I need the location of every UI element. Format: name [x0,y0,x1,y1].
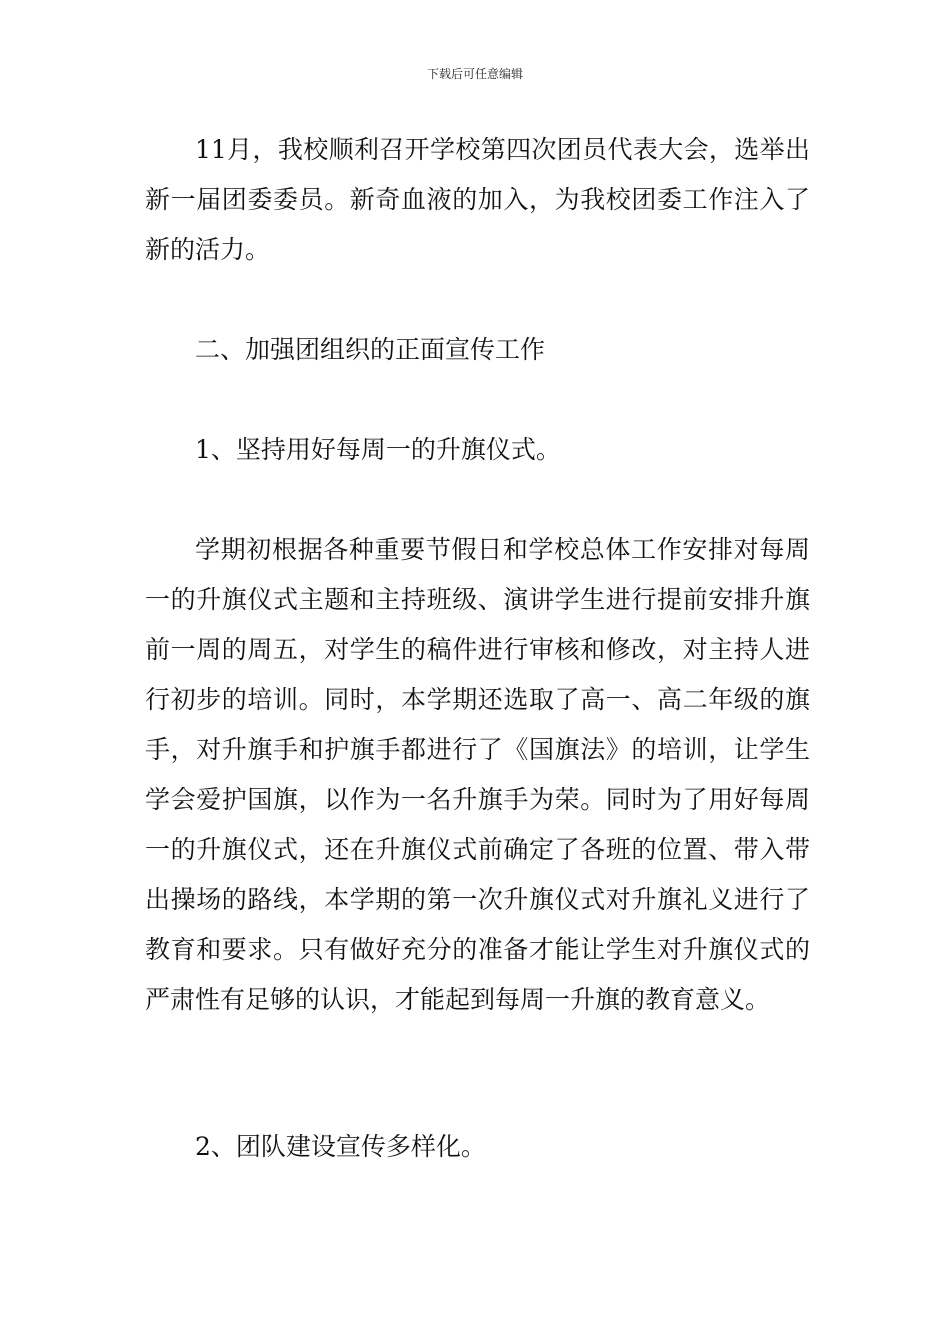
paragraph-flag-ceremony: 学期初根据各种重要节假日和学校总体工作安排对每周一的升旗仪式主题和主持班级、演讲学生进行提前安排升旗前一周的周五，对学生的稿件进行审核和修改，对主持人进行初步的培训。同时，本学期还选取了高一、高二年级的旗手，对升旗手和护旗手都进行了《国旗法》的培训，让学生学会爱护国旗，以作为一名升旗手为荣。同时为了用好每周一的升旗仪式，还在升旗仪式前确定了各班的位置、带入带出操场的路线，本学期的第一次升旗仪式对升旗礼义进行了教育和要求。只有做好充分的准备才能让学生对升旗仪式的严肃性有足够的认识，才能起到每周一升旗的教育意义。 [145,535,810,1014]
subheading-team-building: 2、团队建设宣传多样化。 [195,1132,486,1161]
subheading-flag-ceremony: 1、坚持用好每周一的升旗仪式。 [195,435,561,464]
section-heading-publicity: 二、加强团组织的正面宣传工作 [195,335,546,364]
paragraph-congress: 11月，我校顺利召开学校第四次团员代表大会，选举出新一届团委委员。新奇血液的加入，为我校团委工作注入了新的活力。 [145,135,810,264]
page-header-note: 下载后可任意编辑 [426,67,523,81]
